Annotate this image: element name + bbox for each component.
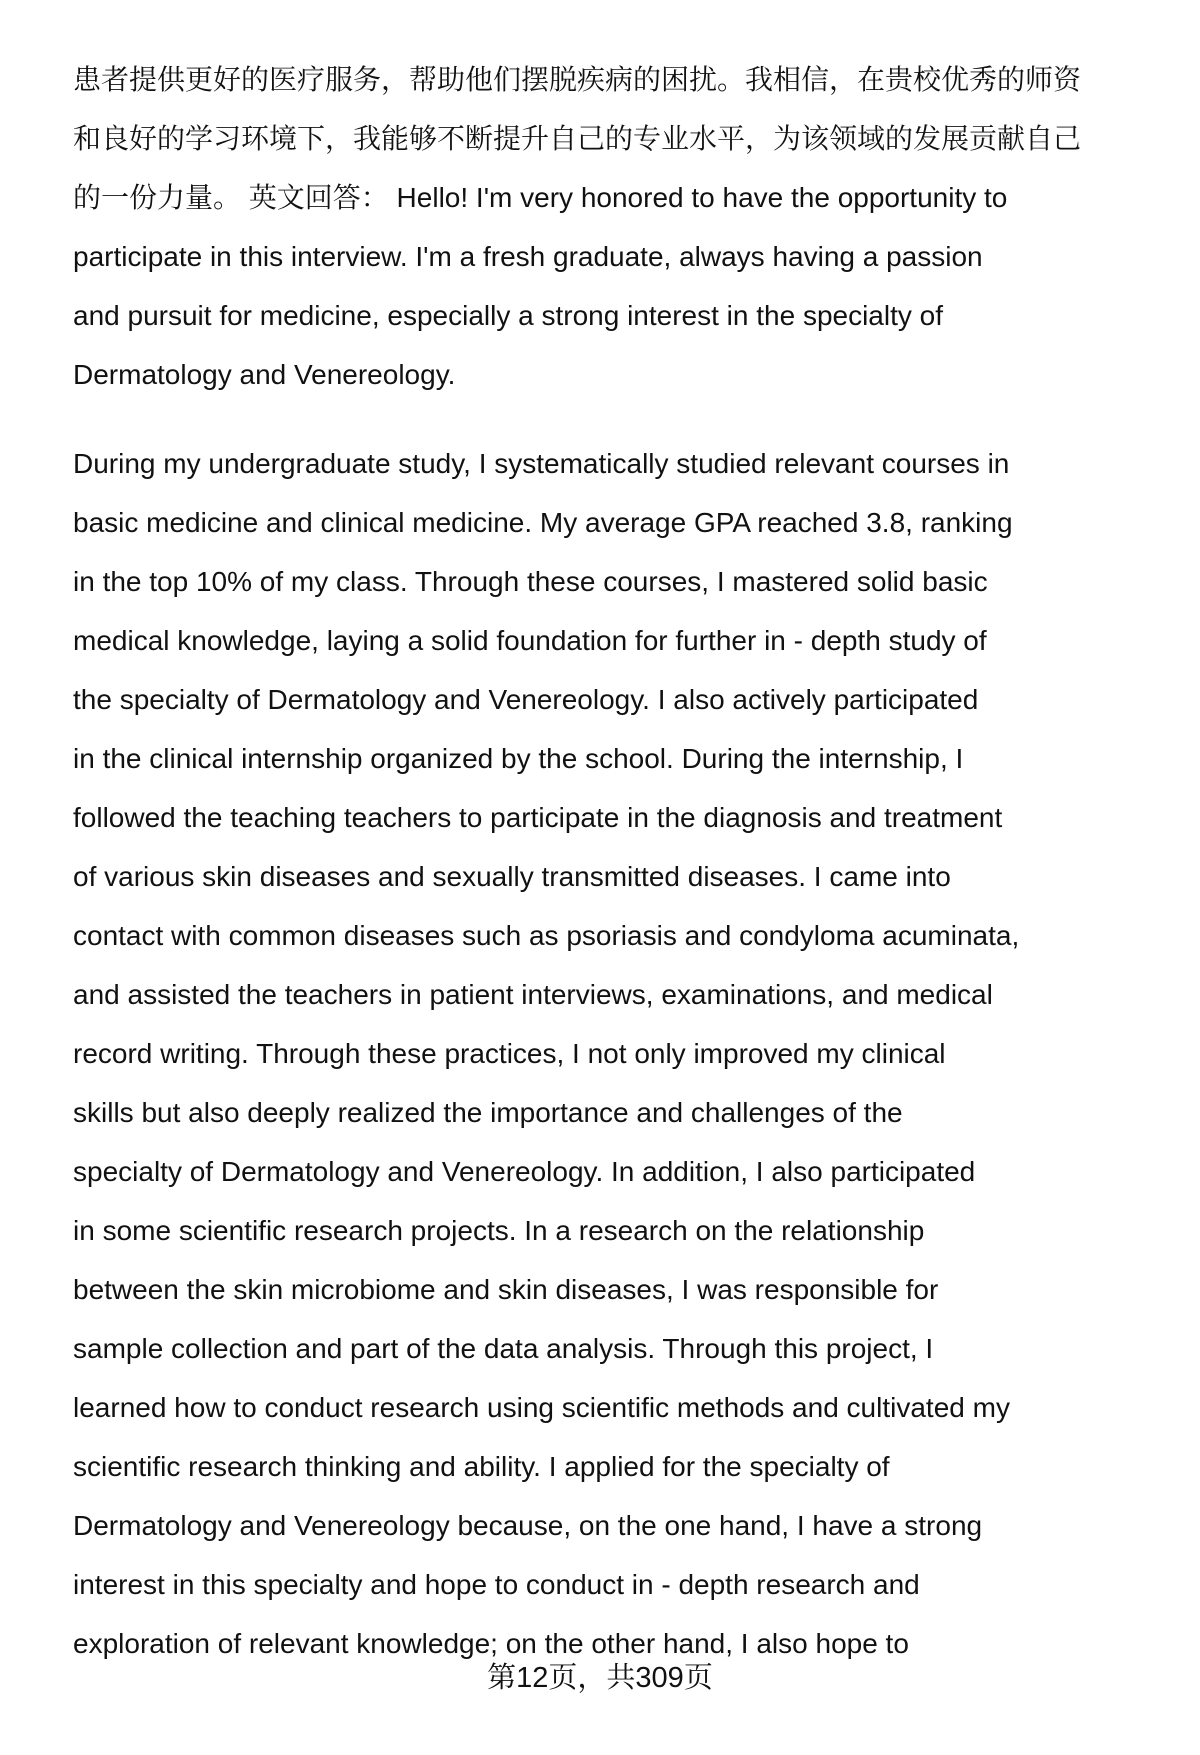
text-line: skills but also deeply realized the importance and challenges of the	[73, 1097, 903, 1128]
text-line: record writing. Through these practices, I not only improved my clinical	[73, 1038, 946, 1069]
text-line: 和良好的学习环境下，我能够不断提升自己的专业水平，为该领域的发展贡献自己	[73, 123, 1082, 154]
document-page	[73, 50, 1153, 1703]
text-line: During my undergraduate study, I systematically studied relevant courses in	[73, 448, 1010, 479]
text-line: 患者提供更好的医疗服务，帮助他们摆脱疾病的困扰。我相信，在贵校优秀的师资	[73, 64, 1082, 95]
text-line: scientific research thinking and ability. I applied for the specialty of	[73, 1451, 890, 1482]
text-line: learned how to conduct research using scientific methods and cultivated my	[73, 1392, 1010, 1423]
paragraph	[73, 50, 1153, 404]
text-line: Dermatology and Venereology because, on the one hand, I have a strong	[73, 1510, 983, 1541]
text-line: sample collection and part of the data analysis. Through this project, I	[73, 1333, 934, 1364]
text-line: 的一份力量。 英文回答： Hello! I'm very honored to have the opportunity to	[73, 182, 1008, 213]
text-line: interest in this specialty and hope to conduct in - depth research and	[73, 1569, 920, 1600]
text-line: participate in this interview. I'm a fresh graduate, always having a passion	[73, 241, 983, 272]
text-line: the specialty of Dermatology and Venereology. I also actively participated	[73, 684, 979, 715]
text-line: in some scientific research projects. In a research on the relationship	[73, 1215, 925, 1246]
text-line: exploration of relevant knowledge; on the other hand, I also hope to	[73, 1628, 909, 1659]
text-line: of various skin diseases and sexually transmitted diseases. I came into	[73, 861, 951, 892]
text-line: followed the teaching teachers to participate in the diagnosis and treatment	[73, 802, 1003, 833]
text-line: and assisted the teachers in patient interviews, examinations, and medical	[73, 979, 993, 1010]
page-number: 第12页，共309页	[487, 1662, 713, 1694]
text-line: in the clinical internship organized by the school. During the internship, I	[73, 743, 964, 774]
text-line: and pursuit for medicine, especially a strong interest in the specialty of	[73, 300, 944, 331]
text-line: contact with common diseases such as psoriasis and condyloma acuminata,	[73, 920, 1020, 951]
text-line: Dermatology and Venereology.	[73, 359, 456, 390]
text-line: between the skin microbiome and skin diseases, I was responsible for	[73, 1274, 939, 1305]
text-line: medical knowledge, laying a solid foundation for further in - depth study of	[73, 625, 987, 656]
text-line: in the top 10% of my class. Through these courses, I mastered solid basic	[73, 566, 988, 597]
text-line: specialty of Dermatology and Venereology. In addition, I also participated	[73, 1156, 976, 1187]
paragraph	[73, 434, 1153, 1673]
text-line: basic medicine and clinical medicine. My average GPA reached 3.8, ranking	[73, 507, 1013, 538]
